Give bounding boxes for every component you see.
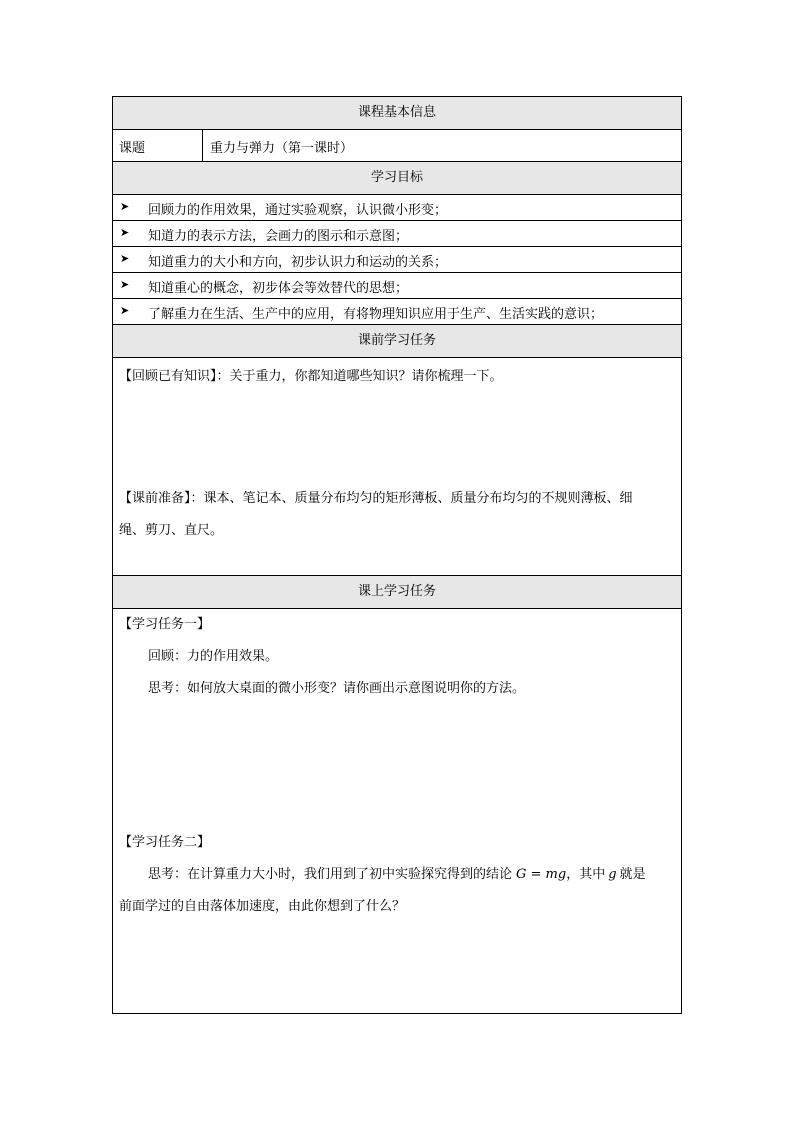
header-in-class-text: 课上学习任务 [357,584,436,599]
header-learning-goals-text: 学习目标 [370,170,423,185]
section-header-in-class [113,575,681,609]
task1-title: 【学习任务一】 [119,617,211,632]
task2-think-line-2: 前面学过的自由落体加速度，由此你想到了什么？ [119,899,406,914]
symbol-g: g [608,867,617,882]
goal-text: 知道重心的概念，初步体会等效替代的思想； [148,281,409,296]
goal-text: 知道重力的大小和方向，初步认识力和运动的关系； [148,255,448,270]
review-prompt: 【回顾已有知识】：关于重力，你都知道哪些知识？请你梳理一下。 [119,369,503,384]
task2-think-part1: 思考：在计算重力大小时，我们用到了初中实验探究得到的结论 [148,867,513,882]
section-header-pre-class [113,325,681,358]
gravity-formula: G = mg [516,867,567,882]
arrow-bullet-icon: ➤ [120,252,130,265]
goal-item [113,273,681,299]
task2-think-line-1 [148,859,646,891]
task2-think-part3: 就是 [619,867,646,882]
arrow-bullet-icon: ➤ [120,278,130,291]
goal-text: 知道力的表示方法，会画力的图示和示意图； [148,229,409,244]
prep-line-2: 绳、剪刀、直尺。 [119,523,224,538]
topic-value: 重力与弹力（第一课时） [210,141,354,156]
topic-row [113,129,681,162]
arrow-bullet-icon: ➤ [120,304,130,317]
task1-recall: 回顾：力的作用效果。 [148,649,279,664]
task2-think-part2: ，其中 [566,867,606,882]
header-basic-info-text: 课程基本信息 [357,105,436,120]
goal-item [113,247,681,273]
topic-column-divider [202,129,203,161]
task1-think: 思考：如何放大桌面的微小形变？请你画出示意图说明你的方法。 [148,681,526,696]
section-header-basic-info [113,97,681,130]
goal-text: 回顾力的作用效果，通过实验观察，认识微小形变； [148,203,448,218]
header-pre-class-text: 课前学习任务 [357,333,436,348]
section-header-learning-goals [113,162,681,195]
goal-text: 了解重力在生活、生产中的应用，有将物理知识应用于生产、生活实践的意识； [148,307,604,322]
goal-item [113,195,681,221]
prep-line-1: 【课前准备】：课本、笔记本、质量分布均匀的矩形薄板、质量分布均匀的不规则薄板、细 [119,491,633,506]
goal-item [113,299,681,325]
arrow-bullet-icon: ➤ [120,226,130,239]
course-info-table [112,96,682,1014]
goal-item [113,221,681,247]
arrow-bullet-icon: ➤ [120,200,130,213]
topic-label: 课题 [119,141,146,156]
task2-title: 【学习任务二】 [119,835,211,850]
